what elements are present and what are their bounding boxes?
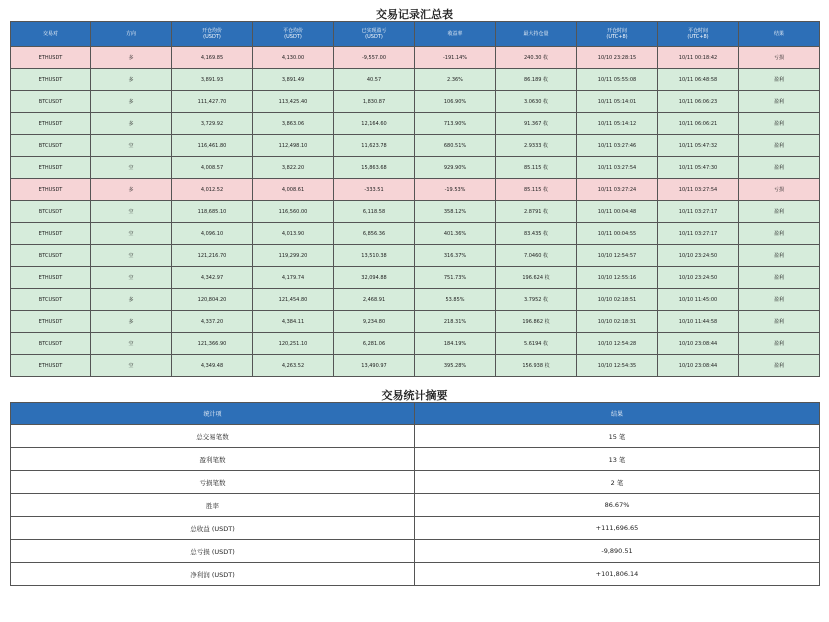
- trade-cell: 119,299.20: [253, 245, 334, 267]
- trade-cell: 53.85%: [415, 289, 496, 311]
- trade-cell: 83.435 枚: [496, 223, 577, 245]
- trade-row-win: [11, 91, 820, 113]
- summary-header-cell: 结果: [415, 403, 820, 425]
- trade-cell: 10/10 23:08:44: [658, 355, 739, 377]
- trade-cell: 86.189 枚: [496, 69, 577, 91]
- trade-cell: ETHUSDT: [11, 223, 91, 245]
- trade-cell: 40.57: [334, 69, 415, 91]
- trade-cell: 358.12%: [415, 201, 496, 223]
- trade-cell: 116,461.80: [172, 135, 253, 157]
- trade-row-loss: [11, 179, 820, 201]
- summary-value-cell: +111,696.65: [415, 517, 820, 540]
- summary-row: [11, 425, 820, 448]
- trade-cell: 盈利: [739, 201, 820, 223]
- trade-cell: 盈利: [739, 289, 820, 311]
- trade-cell: 401.36%: [415, 223, 496, 245]
- trade-cell: -9,557.00: [334, 47, 415, 69]
- trade-cell: 680.51%: [415, 135, 496, 157]
- trade-cell: 112,498.10: [253, 135, 334, 157]
- trade-cell: 395.28%: [415, 355, 496, 377]
- trades-header-cell: 平仓均价 (USDT): [253, 22, 334, 47]
- trade-cell: 4,342.97: [172, 267, 253, 289]
- trade-cell: 3,729.92: [172, 113, 253, 135]
- trade-cell: ETHUSDT: [11, 267, 91, 289]
- trade-cell: 10/10 12:54:28: [577, 333, 658, 355]
- trade-cell: 4,008.57: [172, 157, 253, 179]
- trade-cell: 10/11 03:27:54: [577, 157, 658, 179]
- trade-cell: 空: [91, 157, 172, 179]
- summary-label-cell: 亏损笔数: [11, 471, 415, 494]
- summary-label-cell: 总收益 (USDT): [11, 517, 415, 540]
- trade-row-win: [11, 267, 820, 289]
- trade-cell: 多: [91, 113, 172, 135]
- summary-row: [11, 471, 820, 494]
- trade-cell: 121,454.80: [253, 289, 334, 311]
- trade-cell: 3.7952 枚: [496, 289, 577, 311]
- trade-cell: BTCUSDT: [11, 135, 91, 157]
- summary-label-cell: 盈利笔数: [11, 448, 415, 471]
- trade-cell: 10/11 00:18:42: [658, 47, 739, 69]
- trade-cell: 空: [91, 333, 172, 355]
- trades-header-cell: 开仓均价 (USDT): [172, 22, 253, 47]
- trade-cell: 91.367 枚: [496, 113, 577, 135]
- trade-cell: 118,685.10: [172, 201, 253, 223]
- trade-cell: 3,863.06: [253, 113, 334, 135]
- trades-header-cell: 收益率: [415, 22, 496, 47]
- trades-header-cell: 交易对: [11, 22, 91, 47]
- summary-row: [11, 517, 820, 540]
- summary-table-title: 交易统计摘要: [381, 389, 448, 402]
- summary-table: [10, 402, 820, 586]
- trade-cell: 10/10 12:54:35: [577, 355, 658, 377]
- trade-cell: 106.90%: [415, 91, 496, 113]
- trade-cell: 156.938 枚: [496, 355, 577, 377]
- trade-cell: 空: [91, 245, 172, 267]
- trade-cell: 196.624 枚: [496, 267, 577, 289]
- summary-row: [11, 494, 820, 517]
- trade-cell: 316.37%: [415, 245, 496, 267]
- trades-header-cell: 结果: [739, 22, 820, 47]
- trades-header-cell: 最大持仓量: [496, 22, 577, 47]
- trade-cell: 7.0460 枚: [496, 245, 577, 267]
- trade-cell: 10/11 00:04:55: [577, 223, 658, 245]
- trade-cell: 4,096.10: [172, 223, 253, 245]
- trade-cell: 盈利: [739, 69, 820, 91]
- trade-cell: BTCUSDT: [11, 91, 91, 113]
- trades-header-cell: 开仓时间 (UTC+8): [577, 22, 658, 47]
- trade-cell: 3.0630 枚: [496, 91, 577, 113]
- trade-cell: 2.8791 枚: [496, 201, 577, 223]
- trade-cell: 121,216.70: [172, 245, 253, 267]
- trade-cell: 10/11 03:27:17: [658, 223, 739, 245]
- trade-cell: ETHUSDT: [11, 179, 91, 201]
- trade-cell: 196.862 枚: [496, 311, 577, 333]
- trade-cell: 113,425.40: [253, 91, 334, 113]
- summary-value-cell: -9,890.51: [415, 540, 820, 563]
- trade-cell: 10/10 11:45:00: [658, 289, 739, 311]
- summary-value-cell: 13 笔: [415, 448, 820, 471]
- trade-cell: 10/10 12:55:16: [577, 267, 658, 289]
- trade-cell: 120,251.10: [253, 333, 334, 355]
- trade-cell: 10/11 05:14:12: [577, 113, 658, 135]
- trade-cell: 1,830.87: [334, 91, 415, 113]
- trade-cell: 929.90%: [415, 157, 496, 179]
- trade-cell: 121,366.90: [172, 333, 253, 355]
- trade-cell: 盈利: [739, 91, 820, 113]
- trade-cell: 3,891.49: [253, 69, 334, 91]
- trade-cell: 15,863.68: [334, 157, 415, 179]
- trade-cell: 4,337.20: [172, 311, 253, 333]
- trade-cell: 12,164.60: [334, 113, 415, 135]
- trade-cell: 10/11 05:47:30: [658, 157, 739, 179]
- trade-row-win: [11, 113, 820, 135]
- trade-cell: 218.31%: [415, 311, 496, 333]
- trade-cell: 4,179.74: [253, 267, 334, 289]
- trade-cell: 751.73%: [415, 267, 496, 289]
- trade-cell: 240.30 枚: [496, 47, 577, 69]
- trade-cell: 空: [91, 267, 172, 289]
- trade-cell: ETHUSDT: [11, 157, 91, 179]
- trade-cell: 10/11 05:55:08: [577, 69, 658, 91]
- trade-cell: 13,490.97: [334, 355, 415, 377]
- trade-cell: 4,013.90: [253, 223, 334, 245]
- trade-cell: 2.36%: [415, 69, 496, 91]
- trade-cell: BTCUSDT: [11, 289, 91, 311]
- trade-cell: 184.19%: [415, 333, 496, 355]
- trade-row-loss: [11, 47, 820, 69]
- trade-cell: 多: [91, 289, 172, 311]
- trade-cell: 6,281.06: [334, 333, 415, 355]
- trade-cell: 盈利: [739, 311, 820, 333]
- trades-table: [10, 21, 820, 377]
- trade-cell: 120,804.20: [172, 289, 253, 311]
- trades-header-row: [11, 22, 820, 47]
- trade-cell: 10/11 05:14:01: [577, 91, 658, 113]
- trade-cell: 10/11 03:27:24: [577, 179, 658, 201]
- trade-cell: 10/10 12:54:57: [577, 245, 658, 267]
- trade-cell: 空: [91, 223, 172, 245]
- trade-cell: 3,822.20: [253, 157, 334, 179]
- trade-cell: 盈利: [739, 223, 820, 245]
- trades-header-cell: 已实现盈亏 (USDT): [334, 22, 415, 47]
- trade-cell: -191.14%: [415, 47, 496, 69]
- trade-row-win: [11, 355, 820, 377]
- trade-row-win: [11, 157, 820, 179]
- trade-cell: 111,427.70: [172, 91, 253, 113]
- trade-cell: 多: [91, 47, 172, 69]
- trade-cell: -19.53%: [415, 179, 496, 201]
- trade-cell: 10/10 23:24:50: [658, 245, 739, 267]
- trade-cell: 9,234.80: [334, 311, 415, 333]
- trade-cell: BTCUSDT: [11, 333, 91, 355]
- trade-cell: 11,623.78: [334, 135, 415, 157]
- trade-cell: 亏损: [739, 179, 820, 201]
- summary-row: [11, 563, 820, 586]
- summary-label-cell: 总亏损 (USDT): [11, 540, 415, 563]
- summary-header-cell: 统计项: [11, 403, 415, 425]
- trade-cell: 10/10 23:08:44: [658, 333, 739, 355]
- trade-cell: 10/11 03:27:17: [658, 201, 739, 223]
- trade-cell: 85.115 枚: [496, 157, 577, 179]
- trade-row-win: [11, 311, 820, 333]
- trade-cell: ETHUSDT: [11, 47, 91, 69]
- trade-cell: 盈利: [739, 333, 820, 355]
- trade-cell: 盈利: [739, 355, 820, 377]
- trade-cell: BTCUSDT: [11, 201, 91, 223]
- trade-cell: 32,094.88: [334, 267, 415, 289]
- trade-cell: 10/11 03:27:46: [577, 135, 658, 157]
- trade-cell: 4,130.00: [253, 47, 334, 69]
- trade-cell: -333.51: [334, 179, 415, 201]
- trade-cell: 4,384.11: [253, 311, 334, 333]
- trade-cell: 10/11 06:06:21: [658, 113, 739, 135]
- trade-cell: 盈利: [739, 113, 820, 135]
- trade-cell: 多: [91, 91, 172, 113]
- trade-row-win: [11, 201, 820, 223]
- trade-cell: 6,856.36: [334, 223, 415, 245]
- trade-cell: 13,510.38: [334, 245, 415, 267]
- trade-cell: 多: [91, 311, 172, 333]
- trade-cell: 10/10 02:18:51: [577, 289, 658, 311]
- trade-cell: 4,012.52: [172, 179, 253, 201]
- trade-row-win: [11, 135, 820, 157]
- trade-cell: 6,118.58: [334, 201, 415, 223]
- trade-row-win: [11, 333, 820, 355]
- summary-label-cell: 总交易笔数: [11, 425, 415, 448]
- trade-cell: 亏损: [739, 47, 820, 69]
- trade-cell: 5.6194 枚: [496, 333, 577, 355]
- trade-cell: 10/11 00:04:48: [577, 201, 658, 223]
- trade-cell: 3,891.93: [172, 69, 253, 91]
- trade-cell: 10/11 05:47:32: [658, 135, 739, 157]
- trade-cell: 10/10 11:44:58: [658, 311, 739, 333]
- trade-cell: 85.115 枚: [496, 179, 577, 201]
- trade-cell: 10/11 06:48:58: [658, 69, 739, 91]
- trade-cell: 盈利: [739, 135, 820, 157]
- summary-value-cell: +101,806.14: [415, 563, 820, 586]
- summary-header-row: [11, 403, 820, 425]
- trade-cell: 10/11 03:27:54: [658, 179, 739, 201]
- trade-cell: 空: [91, 135, 172, 157]
- trade-cell: 盈利: [739, 267, 820, 289]
- trade-row-win: [11, 69, 820, 91]
- trade-cell: ETHUSDT: [11, 69, 91, 91]
- trade-cell: BTCUSDT: [11, 245, 91, 267]
- trade-row-win: [11, 223, 820, 245]
- trade-cell: 10/10 23:28:15: [577, 47, 658, 69]
- summary-label-cell: 净利润 (USDT): [11, 563, 415, 586]
- summary-value-cell: 86.67%: [415, 494, 820, 517]
- trade-cell: 多: [91, 179, 172, 201]
- trade-cell: 116,560.00: [253, 201, 334, 223]
- trades-table-title: 交易记录汇总表: [376, 8, 453, 21]
- summary-value-cell: 2 笔: [415, 471, 820, 494]
- trade-cell: 713.90%: [415, 113, 496, 135]
- summary-row: [11, 540, 820, 563]
- trade-cell: 盈利: [739, 245, 820, 267]
- trade-cell: 2.9333 枚: [496, 135, 577, 157]
- trade-row-win: [11, 289, 820, 311]
- summary-label-cell: 胜率: [11, 494, 415, 517]
- trade-cell: 盈利: [739, 157, 820, 179]
- summary-value-cell: 15 笔: [415, 425, 820, 448]
- trade-cell: 4,169.85: [172, 47, 253, 69]
- trade-cell: 4,349.48: [172, 355, 253, 377]
- trade-cell: 多: [91, 69, 172, 91]
- trade-cell: 空: [91, 355, 172, 377]
- summary-row: [11, 448, 820, 471]
- trades-header-cell: 方向: [91, 22, 172, 47]
- trade-cell: 4,263.52: [253, 355, 334, 377]
- trade-cell: 10/10 02:18:31: [577, 311, 658, 333]
- trades-header-cell: 平仓时间 (UTC+8): [658, 22, 739, 47]
- trade-cell: 4,008.61: [253, 179, 334, 201]
- trade-cell: ETHUSDT: [11, 311, 91, 333]
- trade-cell: 10/11 06:06:23: [658, 91, 739, 113]
- trade-cell: ETHUSDT: [11, 113, 91, 135]
- trade-cell: ETHUSDT: [11, 355, 91, 377]
- trade-cell: 2,468.91: [334, 289, 415, 311]
- trade-row-win: [11, 245, 820, 267]
- trade-cell: 10/10 23:24:50: [658, 267, 739, 289]
- trade-cell: 空: [91, 201, 172, 223]
